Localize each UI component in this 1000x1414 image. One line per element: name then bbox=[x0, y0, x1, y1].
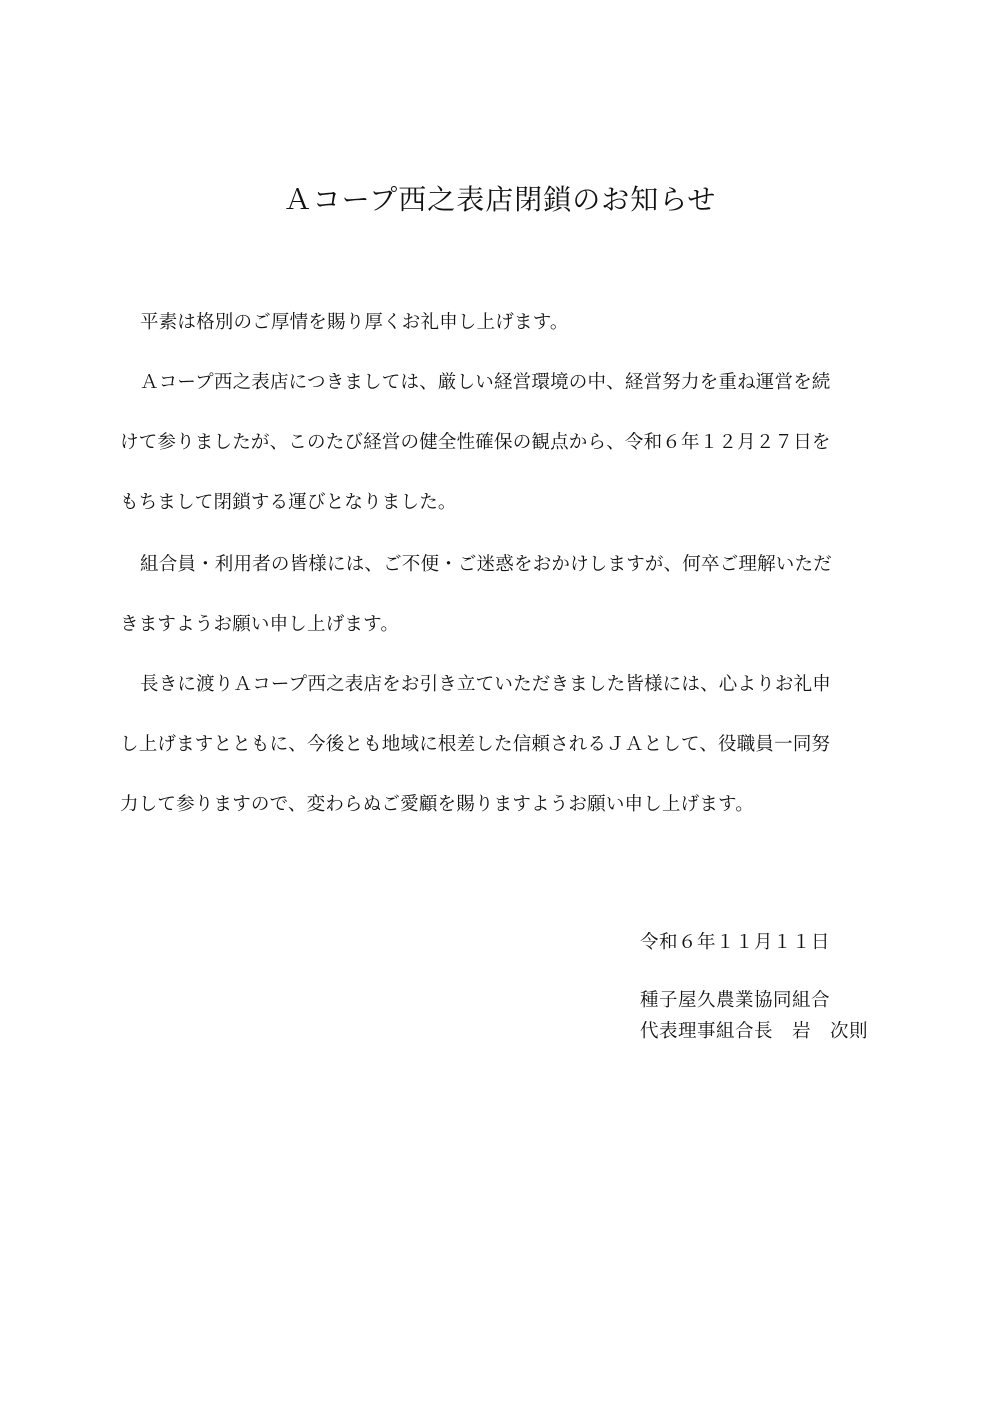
body-line: し上げますとともに、今後とも地域に根差した信頼されるＪＡとして、役職員一同努 bbox=[120, 734, 831, 755]
body-line: けて参りましたが、このたび経営の健全性確保の観点から、令和６年１２月２７日を bbox=[120, 432, 831, 453]
body-line: きますようお願い申し上げます。 bbox=[120, 614, 400, 635]
body-line: 組合員・利用者の皆様には、ご不便・ご迷惑をおかけしますが、何卒ご理解いただ bbox=[140, 554, 832, 575]
page-title: Ａコープ西之表店閉鎖のお知らせ bbox=[283, 183, 717, 216]
body-line: 平素は格別のご厚情を賜り厚くお礼申し上げます。 bbox=[140, 312, 569, 333]
representative-name: 代表理事組合長 岩 次則 bbox=[640, 1021, 869, 1042]
organization-name: 種子屋久農業協同組合 bbox=[640, 990, 831, 1011]
body-line: 長きに渡りＡコープ西之表店をお引き立ていただきました皆様には、心よりお礼申 bbox=[140, 674, 831, 695]
body-line: Ａコープ西之表店につきましては、厳しい経営環境の中、経営努力を重ね運営を続 bbox=[140, 372, 831, 393]
notice-date: 令和６年１１月１１日 bbox=[640, 932, 831, 953]
body-line: 力して参りますので、変わらぬご愛顧を賜りますようお願い申し上げます。 bbox=[120, 794, 754, 815]
body-line: もちまして閉鎖する運びとなりました。 bbox=[120, 492, 457, 513]
